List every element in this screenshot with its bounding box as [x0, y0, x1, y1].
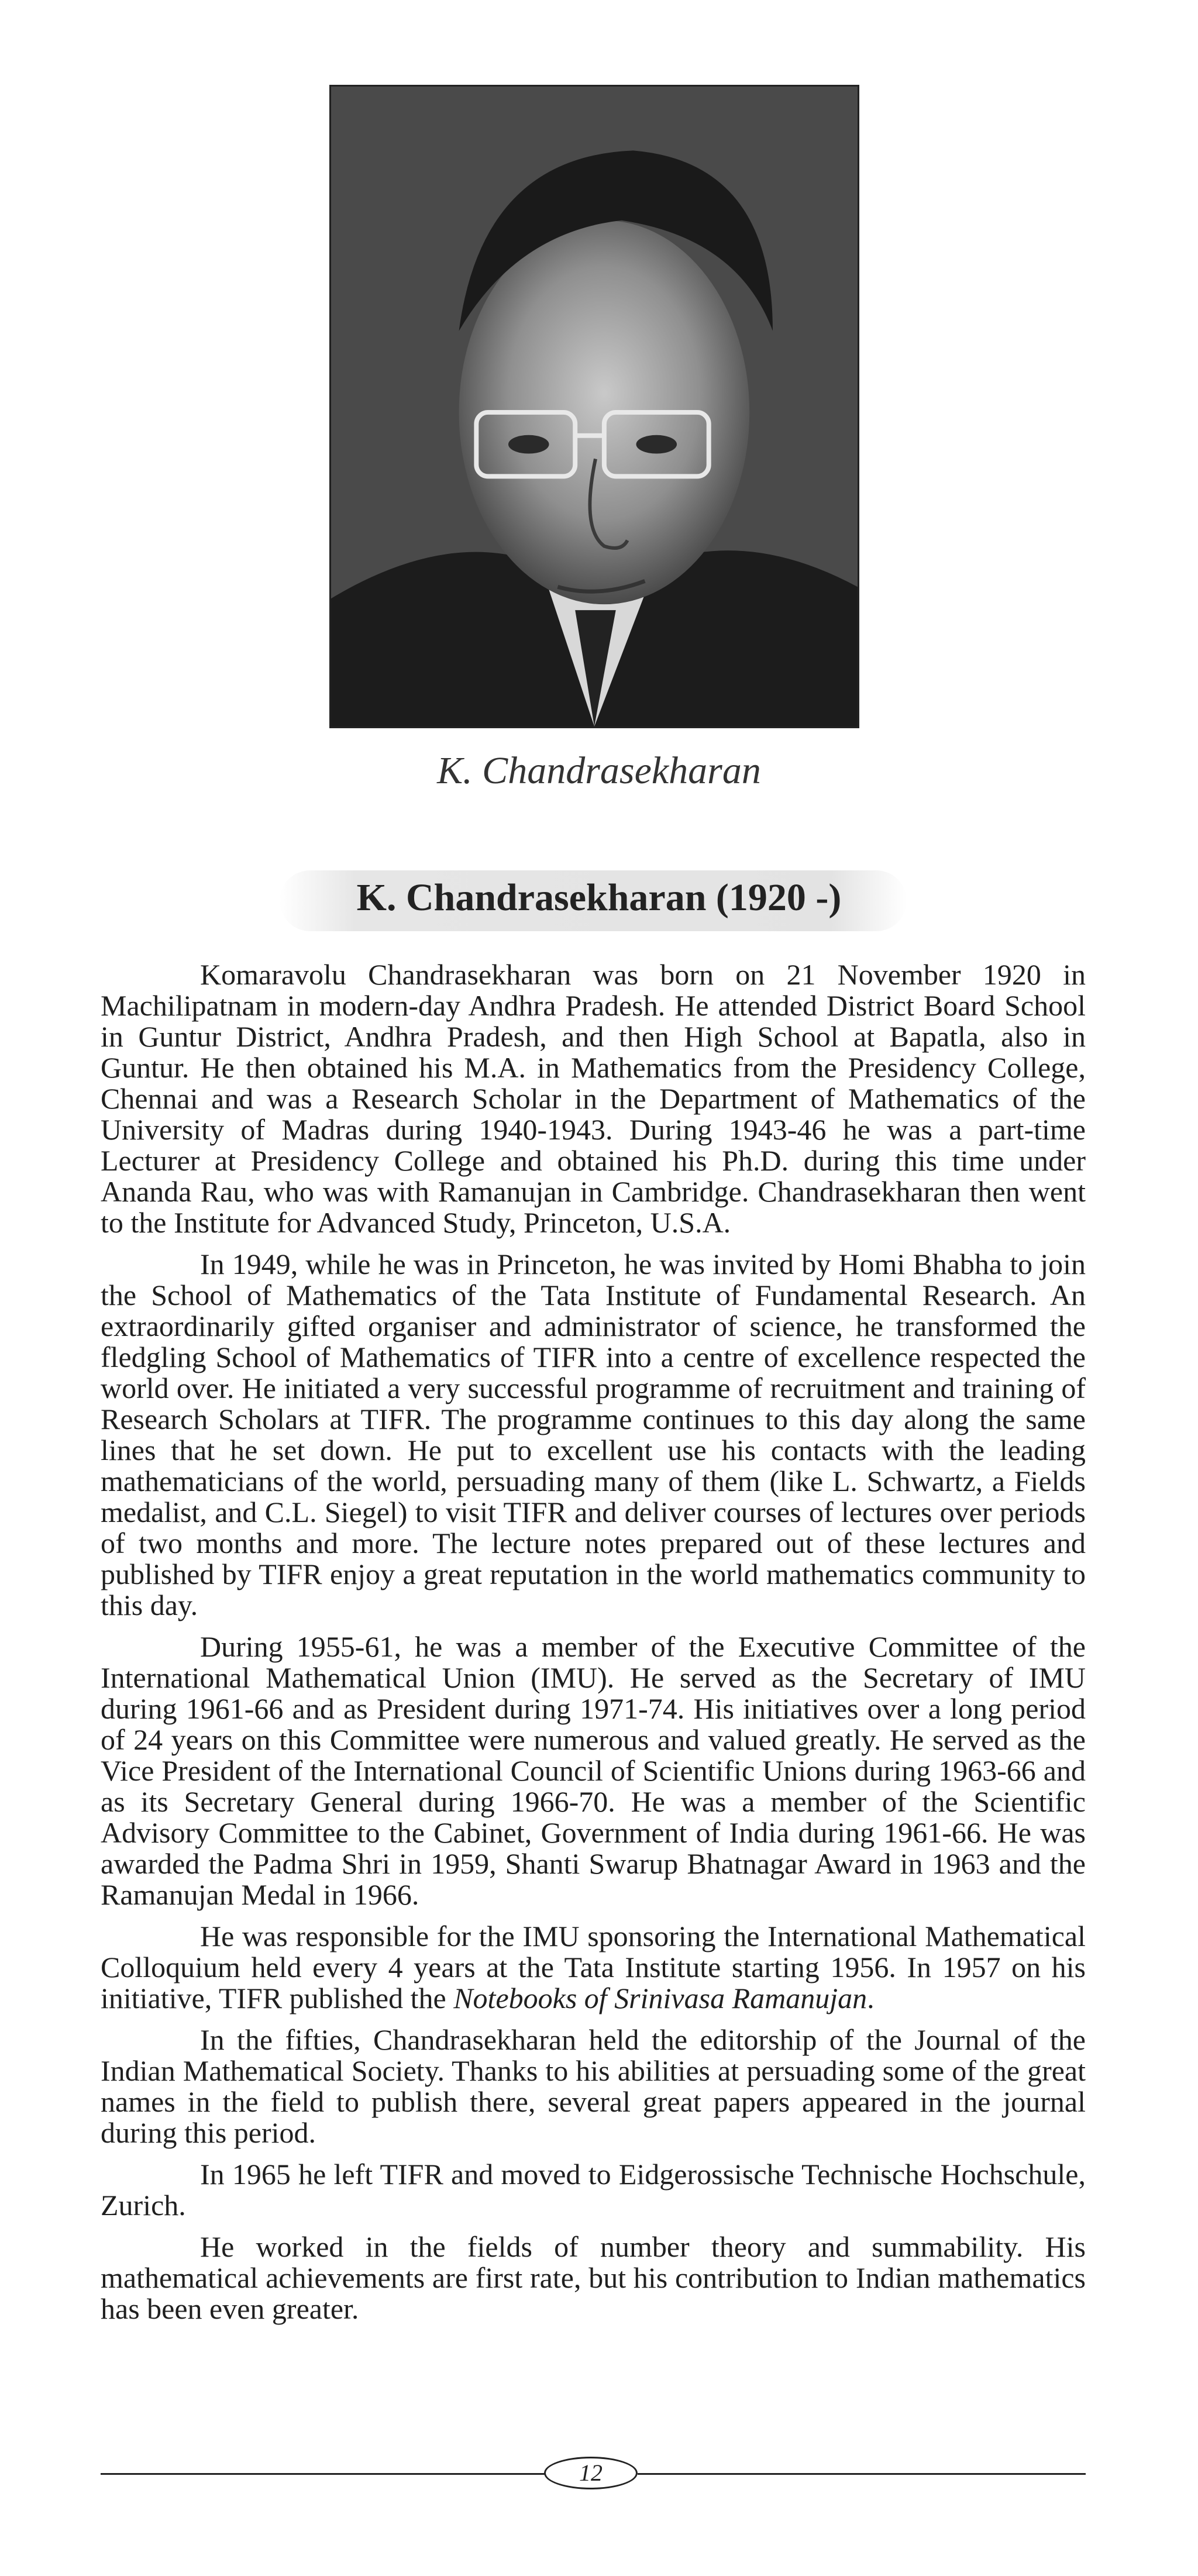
biography-text	[101, 959, 1086, 2335]
paragraph-research: He worked in the fields of number theory and summability. His mathematical achievements are first rate, but his contribution to Indian mathematics has been even greater.	[101, 2230, 1086, 2325]
page-number: 12	[544, 2457, 638, 2489]
footer-rule-right	[638, 2473, 1086, 2475]
page-title: K. Chandrasekharan (1920 -)	[356, 876, 842, 919]
paragraph-tifr: In 1949, while he was in Princeton, he was invited by Homi Bhabha to join the School of Mathematics of the Tata Institute of Fundamental Research. An extraordinarily gifted organiser and administrator of science, he transformed the fledgling School of Mathematics of TIFR into a centre of excellence respected the world over. He initiated a very successful programme of recruitment and training of Research Scholars at TIFR. The programme continues to this day along the same lines that he set down. He put to excellent use his contacts with the leading mathematicians of the world, persuading many of them (like L. Schwartz, a Fields medalist, and C.L. Siegel) to visit TIFR and deliver courses of lectures over periods of two months and more. The lecture notes prepared out of these lectures and published by TIFR enjoy a great reputation in the world mathematics community to this day.	[101, 1248, 1086, 1621]
paragraph-colloquium	[101, 1921, 1086, 2014]
portrait-photo	[329, 85, 859, 728]
paragraph-journal: In the fifties, Chandrasekharan held the editorship of the Journal of the Indian Mathematical Society. Thanks to his abilities at persuading some of the great names in the field to publish there, several great papers appeared in the journal during this period.	[101, 2023, 1086, 2149]
portrait-illustration	[331, 87, 858, 726]
paragraph-colloquium-end: .	[867, 1982, 875, 2014]
paragraph-birth: Komaravolu Chandrasekharan was born on 21 November 1920 in Machilipatnam in modern-day Andhra Pradesh. He attended District Board School in Guntur District, Andhra Pradesh, and then High School at Bapatla, also in Guntur. He then obtained his M.A. in Mathematics from the Presidency College, Chennai and was a Research Scholar in the Department of Mathematics of the University of Madras during 1940-1943. During 1943-46 he was a part-time Lecturer at Presidency College and obtained his Ph.D. during this time under Ananda Rau, who was with Ramanujan in Cambridge. Chandrasekharan then went to the Institute for Advanced Study, Princeton, U.S.A.	[101, 958, 1086, 1239]
portrait-caption: K. Chandrasekharan	[437, 749, 761, 792]
notebooks-title: Notebooks of Srinivasa Ramanujan	[453, 1982, 867, 2014]
paragraph-zurich: In 1965 he left TIFR and moved to Eidgerossische Technische Hochschule, Zurich.	[101, 2158, 1086, 2222]
footer-rule-left	[101, 2473, 545, 2475]
paragraph-imu: During 1955-61, he was a member of the Executive Committee of the International Mathematical Union (IMU). He served as the Secretary of IMU during 1961-66 and as President during 1971-74. His initiatives over a long period of 24 years on this Committee were numerous and valued greatly. He served as the Vice President of the International Council of Scientific Unions during 1963-66 and as its Secretary General during 1966-70. He was a member of the Scientific Advisory Committee to the Cabinet, Government of India during 1961-66. He was awarded the Padma Shri in 1959, Shanti Swarup Bhatnagar Award in 1963 and the Ramanujan Medal in 1966.	[101, 1630, 1086, 1911]
paragraph-colloquium-text: He was responsible for the IMU sponsoring the International Mathematical Colloquium held every 4 years at the Tata Institute starting 1956. In 1957 on his initiative, TIFR published the	[101, 1920, 1086, 2014]
